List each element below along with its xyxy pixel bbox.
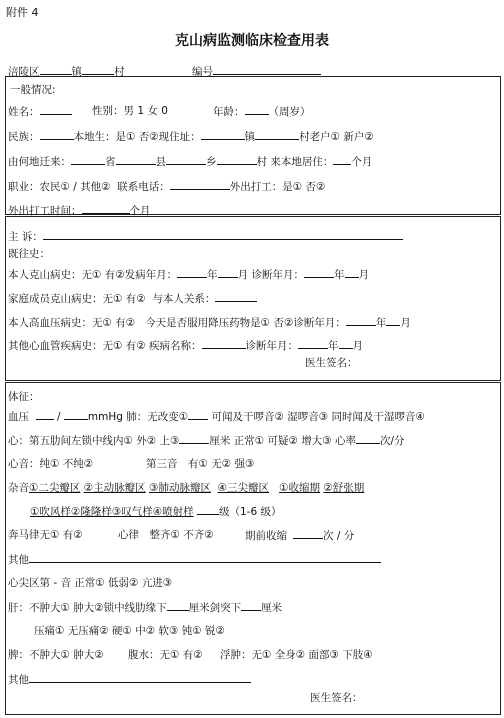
month-label: 月 bbox=[352, 340, 364, 352]
town-field[interactable] bbox=[40, 63, 72, 75]
county-label: 县 bbox=[155, 156, 166, 168]
liver-xiphoid-field[interactable] bbox=[241, 599, 261, 611]
relation-field[interactable] bbox=[215, 290, 257, 302]
other-cardiac-label: 其他心血管疾病史：无① 有② 疾病名称： bbox=[8, 340, 202, 352]
month-label: 月 bbox=[358, 269, 370, 281]
family-label: 家庭成员克山病史：无① 有② bbox=[8, 293, 146, 305]
bp-slash: / bbox=[57, 411, 61, 423]
age-unit: （周岁） bbox=[268, 106, 311, 118]
general-heading: 一般情况: bbox=[10, 84, 56, 96]
district-label: 涪陵区 bbox=[8, 66, 40, 78]
cun-label: 村 bbox=[256, 156, 267, 168]
ethnicity-label: 民族： bbox=[8, 131, 40, 143]
lung-label: mmHg 肺：无改变① bbox=[87, 411, 189, 423]
month-label: 月 bbox=[237, 269, 249, 281]
liver-tenderness-label: 压痛① 无压痛② 硬① 中② 软③ 钝① 锐② bbox=[34, 625, 225, 637]
province-label: 省 bbox=[105, 156, 116, 168]
third-sound-label: 第三音 有① 无② 强③ bbox=[146, 458, 255, 470]
murmur-diastolic[interactable]: ②舒张期 bbox=[323, 482, 365, 494]
year-label: 年 bbox=[375, 317, 387, 329]
ethnicity-field[interactable] bbox=[40, 128, 74, 140]
other2-field[interactable] bbox=[29, 671, 251, 683]
keshan-self-label: 本人克山病史：无① 有②发病年月： bbox=[8, 269, 178, 281]
complaint-row bbox=[8, 228, 403, 244]
work-out-label: 外出打工：是① 否② bbox=[229, 181, 326, 193]
onset-month-field[interactable] bbox=[218, 266, 238, 278]
heart-row bbox=[8, 432, 405, 448]
keshan-self-row bbox=[8, 266, 369, 282]
local-born-label: 本地生：是① 否②现住址： bbox=[73, 131, 201, 143]
other-diag-label: 诊断年月： bbox=[245, 340, 299, 352]
form-title: 克山病监测临床检查用表 bbox=[175, 33, 329, 49]
murmur-tricuspid[interactable]: ④三尖瓣区 bbox=[217, 482, 270, 494]
work-out-time-field[interactable] bbox=[82, 202, 130, 214]
hypertension-label: 本人高血压病史：无① 有② bbox=[8, 317, 136, 329]
ht-month-field[interactable] bbox=[386, 314, 400, 326]
heart-position-label: 心：第五肋间左锁中线内① 外② 上③ bbox=[8, 435, 180, 447]
year-label: 年 bbox=[207, 269, 218, 281]
other2-row bbox=[8, 671, 251, 687]
town-label: 镇 bbox=[71, 66, 82, 78]
liver-xiphoid-label: 厘米剑突下 bbox=[188, 602, 242, 614]
murmur-systolic[interactable]: ①收缩期 bbox=[279, 482, 320, 494]
complaint-label: 主 诉： bbox=[8, 231, 43, 243]
ascites-label: 腹水：无① 有② bbox=[128, 649, 203, 661]
edema-label: 浮肿：无① 全身② 面部③ 下肢④ bbox=[220, 649, 373, 661]
cun-field[interactable] bbox=[217, 153, 257, 165]
premature-row bbox=[245, 527, 354, 543]
onset-year-field[interactable] bbox=[177, 266, 207, 278]
local-residence-label: 来本地居住： bbox=[270, 156, 334, 168]
name-label: 姓名： bbox=[8, 106, 40, 118]
diag-year-field[interactable] bbox=[304, 266, 334, 278]
liver-row bbox=[8, 599, 282, 615]
exam-heading: 体征： bbox=[8, 391, 40, 403]
ht-year-field[interactable] bbox=[346, 314, 376, 326]
xiang-field[interactable] bbox=[166, 153, 206, 165]
addr-town-field[interactable] bbox=[201, 128, 245, 140]
other-month-field[interactable] bbox=[339, 337, 353, 349]
month-label: 月 bbox=[400, 317, 411, 329]
other-cardiac-row bbox=[8, 337, 363, 353]
murmur-aortic[interactable]: ②主动脉瓣区 bbox=[83, 482, 146, 494]
lung-field[interactable] bbox=[188, 408, 208, 420]
relation-label: 与本人关系： bbox=[152, 293, 216, 305]
residence-months-field[interactable] bbox=[333, 153, 351, 165]
name-field[interactable] bbox=[40, 103, 72, 115]
other-field[interactable] bbox=[29, 551, 381, 563]
occupation-row bbox=[8, 178, 325, 194]
age-field[interactable] bbox=[245, 103, 269, 115]
heart-rate-field[interactable] bbox=[356, 432, 380, 444]
addr-village-label: 村老户① 新户② bbox=[299, 131, 374, 143]
year-label: 年 bbox=[334, 269, 345, 281]
premature-unit: 次 / 分 bbox=[323, 530, 355, 542]
bp-row bbox=[8, 408, 425, 424]
attachment-label: 附件 4 bbox=[6, 6, 39, 19]
serial-field[interactable] bbox=[213, 63, 321, 75]
apex-label: 心尖区第 - 音 正常① 低弱② 亢进③ bbox=[8, 577, 173, 589]
gallop-label: 奔马律无① 有② bbox=[8, 529, 83, 541]
family-row bbox=[8, 290, 257, 306]
name-row bbox=[8, 103, 72, 119]
heart-cm-field[interactable] bbox=[179, 432, 209, 444]
phone-field[interactable] bbox=[170, 178, 230, 190]
past-history-label: 既往史： bbox=[8, 248, 50, 260]
murmur-label: 杂音 bbox=[8, 482, 29, 494]
murmur-row bbox=[8, 480, 364, 495]
other-year-field[interactable] bbox=[298, 337, 328, 349]
ethnicity-row bbox=[8, 128, 374, 144]
other2-label: 其他 bbox=[8, 674, 29, 686]
premature-field[interactable] bbox=[293, 527, 323, 539]
province-field[interactable] bbox=[71, 153, 105, 165]
bp-label: 血压 bbox=[8, 411, 29, 423]
murmur-type-row bbox=[30, 503, 282, 519]
gender-label: 性别：男 1 女 0 bbox=[92, 105, 168, 117]
other-label: 其他 bbox=[8, 554, 29, 566]
age-label: 年龄： bbox=[213, 106, 245, 118]
county-field[interactable] bbox=[116, 153, 156, 165]
exam-doctor-signature-label: 医生签名： bbox=[310, 692, 363, 704]
work-out-unit: 个月 bbox=[129, 205, 151, 217]
village-label: 村 bbox=[114, 66, 125, 78]
rhythm-label: 心律 整齐① 不齐② bbox=[118, 529, 214, 541]
xiang-label: 乡 bbox=[206, 156, 217, 168]
heart-sound-label: 心音：纯① 不纯② bbox=[8, 458, 94, 470]
murmur-types[interactable]: ①吹风样②隆隆样③叹气样④喷射样 bbox=[30, 506, 194, 518]
diag-month-field[interactable] bbox=[345, 266, 359, 278]
murmur-grade-field[interactable] bbox=[197, 503, 219, 515]
age-row bbox=[213, 103, 311, 119]
liver-costal-field[interactable] bbox=[167, 599, 189, 611]
liver-cm-label: 厘米 bbox=[261, 602, 283, 614]
phone-label: 联系电话： bbox=[117, 181, 170, 193]
occupation-label: 职业：农民① / 其他② bbox=[8, 181, 111, 193]
serial-label: 编号 bbox=[192, 66, 213, 78]
moved-label: 由何地迁来： bbox=[8, 156, 71, 168]
village-field[interactable] bbox=[82, 63, 114, 75]
moved-row bbox=[8, 153, 372, 169]
heart-rate-unit: 次/分 bbox=[380, 435, 405, 447]
other-row bbox=[8, 551, 381, 567]
hypertension-row bbox=[8, 314, 411, 330]
diastolic-field[interactable] bbox=[64, 408, 88, 420]
addr-village-field[interactable] bbox=[255, 128, 299, 140]
drug-today-label: 今天是否服用降压药物是① 否②诊断年月： bbox=[145, 317, 346, 329]
doctor-signature-label: 医生签名： bbox=[305, 357, 358, 369]
addr-town-label: 镇 bbox=[244, 131, 256, 143]
premature-label: 期前收缩 bbox=[245, 530, 287, 542]
heart-size-label: 厘米 正常① 可疑② 增大③ 心率 bbox=[209, 435, 357, 447]
spleen-label: 脾：不肿大① 肿大② bbox=[8, 649, 104, 661]
months-label: 个月 bbox=[351, 156, 373, 168]
disease-name-field[interactable] bbox=[202, 337, 246, 349]
murmur-grade-label: 级（1-6 级） bbox=[219, 506, 282, 518]
work-out-time-label: 外出打工时间： bbox=[8, 205, 82, 217]
liver-label: 肝：不肿大① 肿大②锁中线肋缘下 bbox=[8, 602, 167, 614]
murmur-pulmonary[interactable]: ③肺动脉瓣区 bbox=[149, 482, 211, 494]
complaint-field[interactable] bbox=[43, 228, 403, 240]
systolic-field[interactable] bbox=[36, 408, 54, 420]
year-label: 年 bbox=[328, 340, 339, 352]
diag-date-label: 诊断年月： bbox=[251, 269, 305, 281]
general-section bbox=[5, 76, 501, 215]
lung-options: 可闻及干啰音② 湿啰音③ 同时闻及干湿啰音④ bbox=[211, 411, 425, 423]
murmur-mitral[interactable]: ①二尖瓣区 bbox=[29, 482, 81, 494]
